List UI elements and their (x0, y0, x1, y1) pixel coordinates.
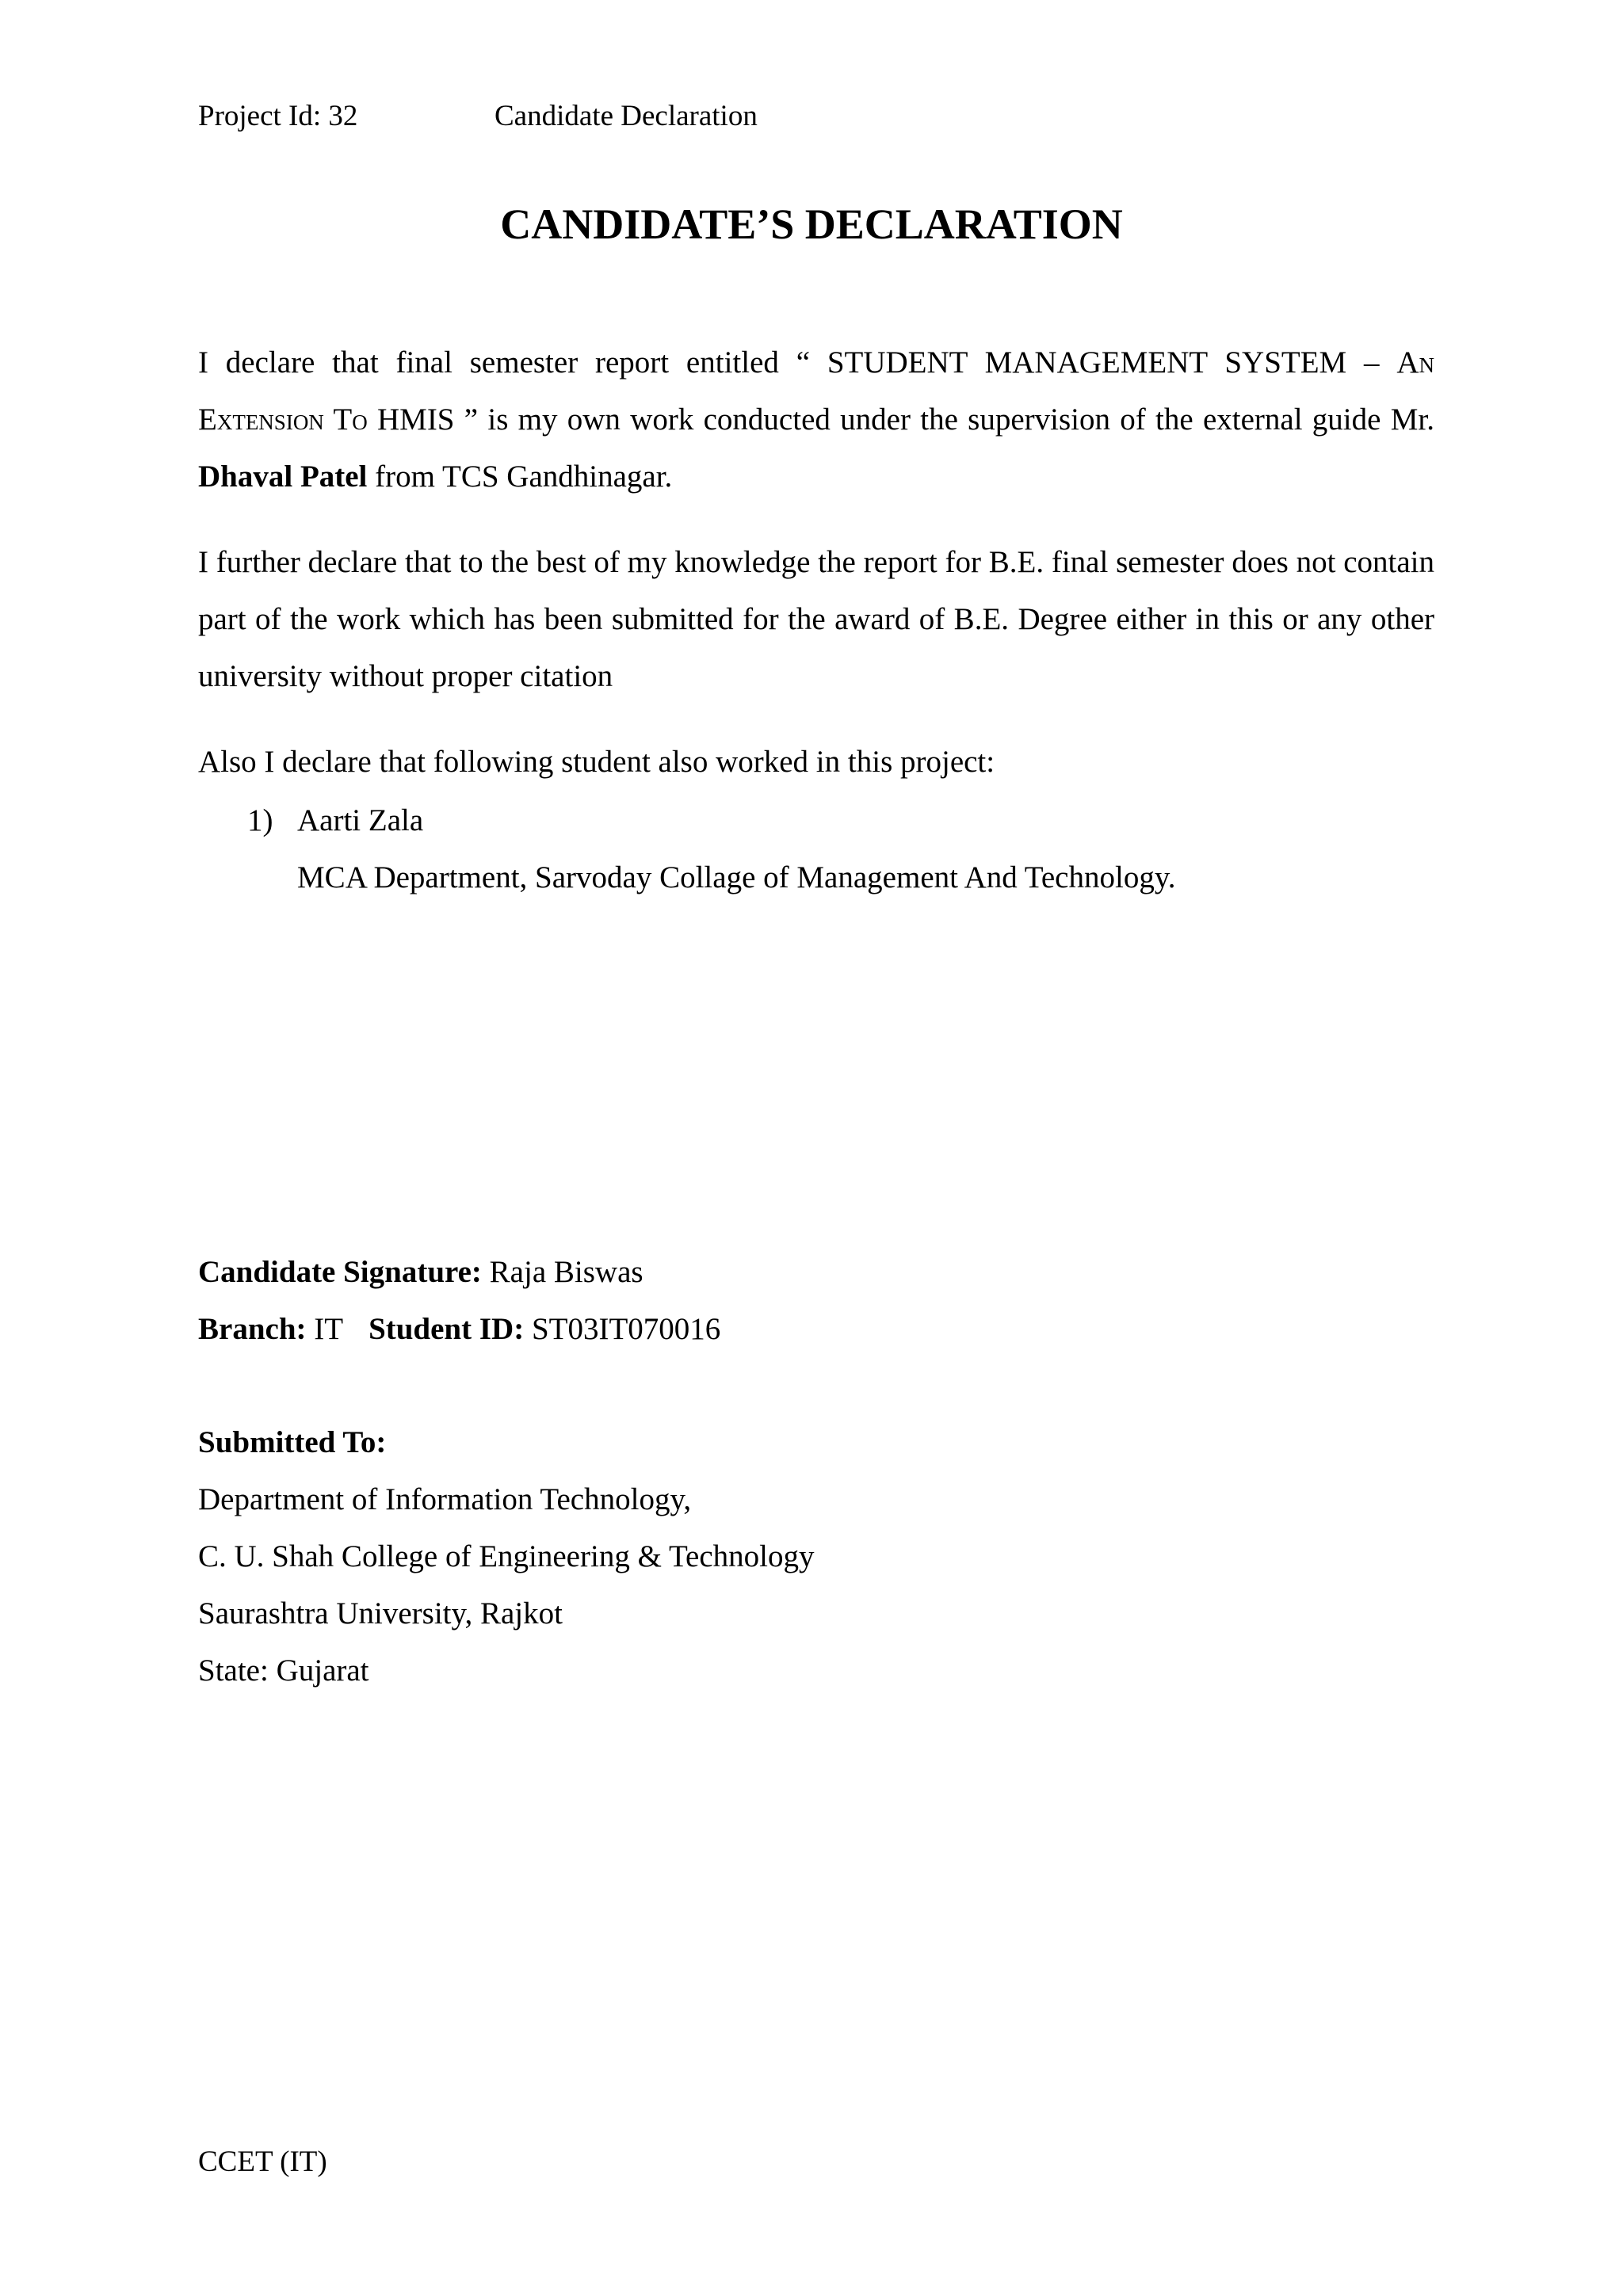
page-title: CANDIDATE’S DECLARATION (500, 200, 1123, 248)
declaration-paragraph-1 (198, 334, 1434, 505)
paragraph-1-text-a: I declare that final semester report entitled “ STUDENT MANAGEMENT SYSTEM – (198, 345, 1397, 379)
submitted-to-line: Department of Information Technology, (198, 1482, 692, 1516)
student-id-value: ST03IT070016 (524, 1312, 721, 1346)
coworker-affiliation: MCA Department, Sarvoday Collage of Management And Technology. (297, 860, 1176, 894)
branch-value: IT (306, 1312, 344, 1346)
header-section-title: Candidate Declaration (495, 100, 758, 132)
page-footer: CCET (IT) (198, 2145, 327, 2178)
project-id: Project Id: 32 (198, 100, 358, 132)
submitted-to-label: Submitted To: (198, 1425, 387, 1459)
list-item (247, 792, 1176, 906)
declaration-paragraph-2: I further declare that to the best of my knowledge the report for B.E. final semester does not contain part of the work which has been submitted for the award of B.E. Degree either in this or any other university without proper citation (198, 545, 1434, 693)
submitted-to-line: State: Gujarat (198, 1653, 369, 1688)
submitted-to-line: C. U. Shah College of Engineering & Technology (198, 1539, 815, 1573)
coworker-name: Aarti Zala (297, 803, 424, 837)
submitted-to-line: Saurashtra University, Rajkot (198, 1596, 563, 1630)
page-header (198, 98, 758, 135)
declaration-paragraph-3: Also I declare that following student also worked in this project: (198, 745, 995, 779)
branch-line (198, 1301, 720, 1358)
candidate-info (198, 1244, 720, 1358)
paragraph-1-smallcaps: An Extension To (198, 345, 1434, 437)
paragraph-1-text-b: HMIS ” is my own work conducted under the supervision of the external guide Mr. (367, 402, 1434, 437)
list-item-number: 1) (247, 803, 273, 837)
guide-name: Dhaval Patel (198, 460, 368, 494)
branch-label: Branch: (198, 1312, 307, 1346)
signature-label: Candidate Signature: (198, 1255, 482, 1289)
coworker-list (247, 792, 1176, 906)
signature-value: Raja Biswas (481, 1255, 643, 1289)
student-id-label: Student ID: (369, 1312, 525, 1346)
paragraph-1-text-c: from TCS Gandhinagar. (367, 460, 673, 494)
submitted-to-block (198, 1414, 815, 1699)
signature-line (198, 1244, 720, 1301)
